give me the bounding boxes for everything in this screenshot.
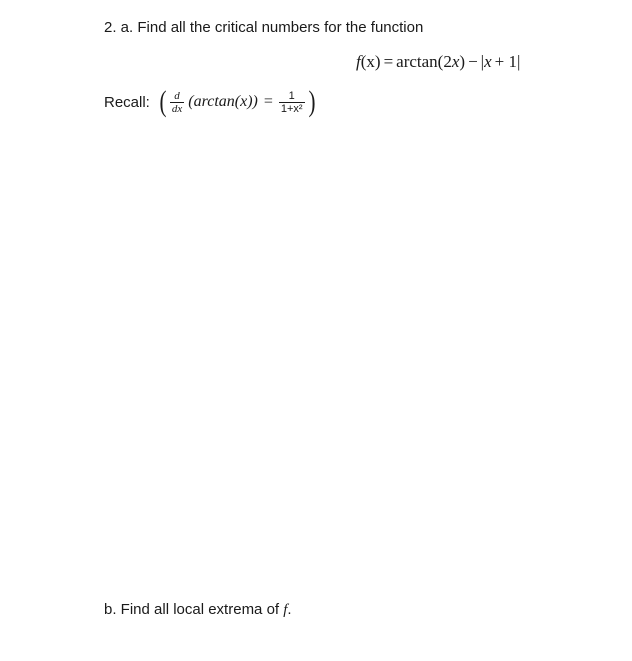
abs-open-bar: | [480, 52, 485, 71]
arctan-term-close: ) [459, 52, 466, 71]
result-denominator: 1+x² [280, 102, 303, 115]
abs-term-variable: x [484, 52, 492, 71]
question-2b-function: f [283, 602, 288, 618]
question-2b-text: b. Find all local extrema of [104, 601, 284, 618]
function-name: f [356, 52, 361, 71]
minus-sign: − [468, 52, 478, 71]
question-2a-prompt: 2. a. Find all the critical numbers for the function [104, 19, 424, 36]
function-argument: (x) [360, 52, 381, 71]
question-2b-period: . [287, 601, 292, 618]
function-definition [356, 51, 520, 73]
derivative-operator [170, 90, 184, 115]
derivative-denominator: dx [171, 102, 183, 115]
open-paren: ( [159, 85, 167, 118]
derivative-result [279, 90, 305, 115]
question-2b-prompt [104, 600, 292, 620]
close-paren: ) [308, 85, 316, 118]
derivative-numerator: d [174, 89, 180, 102]
recall-formula [104, 84, 317, 120]
recall-equals-sign: = [263, 93, 273, 110]
equals-sign: = [383, 52, 394, 71]
arctan-expression: (arctan(x)) [188, 93, 258, 110]
arctan-term-variable: x [451, 52, 460, 71]
recall-label: Recall: [104, 93, 150, 111]
abs-term-rest: + 1| [494, 52, 521, 71]
arctan-term: arctan(2 [396, 52, 452, 71]
result-numerator: 1 [288, 89, 295, 102]
